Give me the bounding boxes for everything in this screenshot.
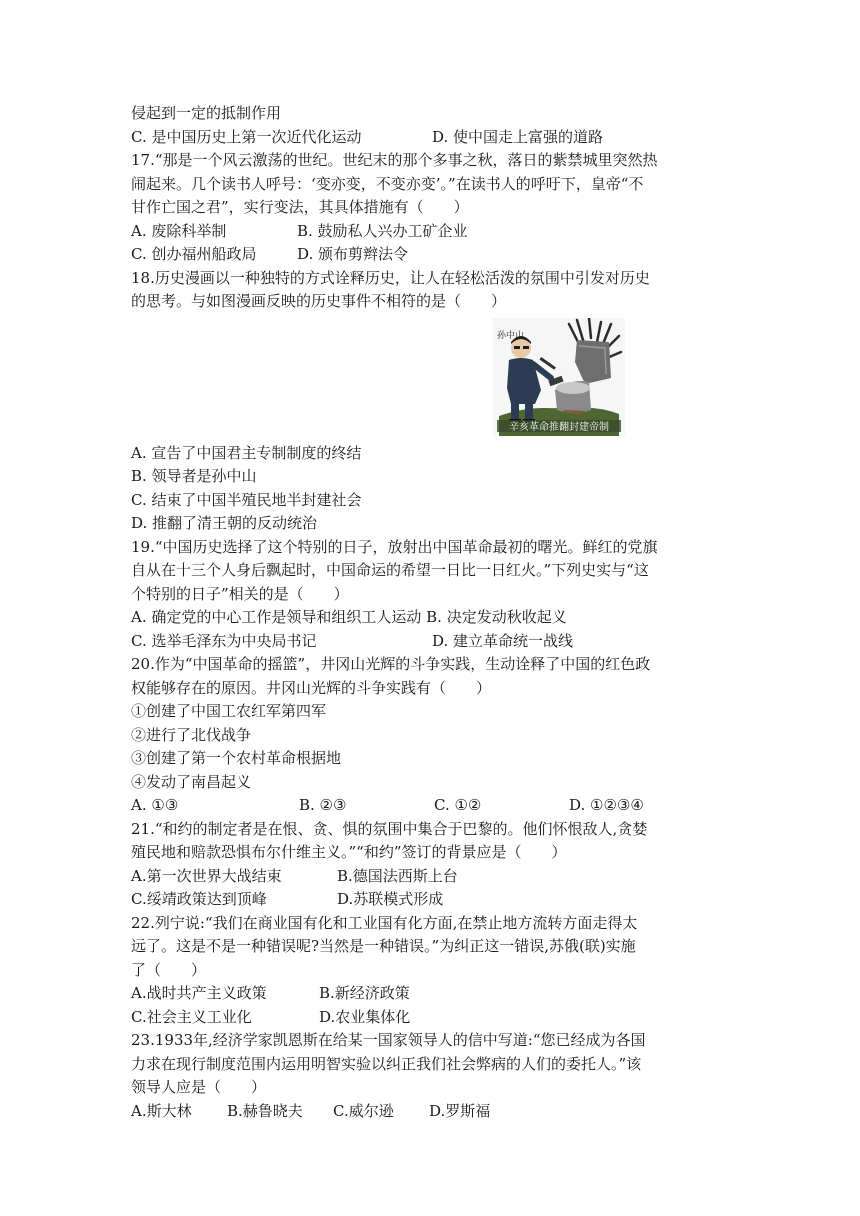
q18-option-d[interactable]: D. 推翻了清王朝的反动统治: [131, 514, 318, 532]
q17-stem-line-3: 甘作亡国之君”，实行变法，其具体措施有（ ）: [131, 198, 469, 216]
q22-option-b[interactable]: B.新经济政策: [319, 984, 410, 1002]
q18-stem-line-2: 的思考。与如图漫画反映的历史事件不相符的是（ ）: [131, 292, 507, 310]
q20-option-a[interactable]: A. ①③: [131, 796, 179, 814]
q20-option-b[interactable]: B. ②③: [299, 796, 347, 814]
q18-option-c[interactable]: C. 结束了中国半殖民地半封建社会: [131, 490, 362, 509]
q18-cartoon-caption: 辛亥革命推翻封建帝制: [509, 421, 609, 433]
q21-option-b[interactable]: B.德国法西斯上台: [337, 866, 458, 885]
q21-stem-line-1: 21.“和约的制定者是在恨、贪、惧的氛围中集合于巴黎的。他们怀恨敌人,贪婪: [131, 819, 648, 838]
q23-options: [131, 1100, 731, 1124]
q16-option-d[interactable]: D. 使中国走上富强的道路: [432, 127, 604, 146]
q18-option-a[interactable]: A. 宣告了中国君主专制制度的终结: [131, 443, 362, 462]
q17-option-d[interactable]: D. 颁布剪辫法令: [297, 245, 409, 263]
q19-option-d[interactable]: D. 建立革命统一战线: [432, 631, 574, 650]
q23-stem-line-2: 力求在现行制度范围内运用明智实验以纠正我们社会弊病的人们的委托人。”该: [131, 1054, 642, 1073]
q22-options-cd: [131, 1006, 731, 1030]
q17-stem-line-1: 17.“那是一个风云激荡的世纪。世纪末的那个多事之秋，落日的紫禁城里突然热: [131, 151, 658, 169]
q17-option-a[interactable]: A. 废除科举制: [131, 221, 227, 240]
q23-stem-line-1: 23.1933年,经济学家凯恩斯在给某一国家领导人的信中写道:“您已经成为各国: [131, 1031, 646, 1049]
q20-stem-line-2: 权能够存在的原因。井冈山光辉的斗争实践有（ ）: [131, 678, 492, 697]
q19-stem-line-1: 19.“中国历史选择了这个特别的日子，放射出中国革命最初的曙光。鲜红的党旗: [131, 537, 658, 556]
q18-cartoon-image: [493, 318, 625, 436]
q17-option-b[interactable]: B. 鼓励私人兴办工矿企业: [297, 221, 468, 240]
q23-option-b[interactable]: B.赫鲁晓夫: [227, 1101, 303, 1120]
q18-option-b[interactable]: B. 领导者是孙中山: [131, 467, 257, 485]
q17-option-c[interactable]: C. 创办福州船政局: [131, 245, 257, 263]
q20-stem-line-1: 20.作为“中国革命的摇篮”，井冈山光辉的斗争实践，生动诠释了中国的红色政: [131, 655, 651, 673]
q22-stem-line-1: 22.列宁说:“我们在商业国有化和工业国有化方面,在禁止地方流转方面走得太: [131, 913, 638, 932]
q21-option-c[interactable]: C.绥靖政策达到顶峰: [131, 890, 267, 908]
q16-stem-tail: 侵起到一定的抵制作用: [131, 104, 282, 122]
q20-item-1: ①创建了中国工农红军第四军: [131, 702, 327, 720]
q22-option-a[interactable]: A.战时共产主义政策: [131, 984, 267, 1002]
q19-option-c[interactable]: C. 选举毛泽东为中央局书记: [131, 631, 317, 650]
q23-option-d[interactable]: D.罗斯福: [429, 1101, 491, 1120]
q23-option-c[interactable]: C.威尔逊: [333, 1101, 394, 1120]
q18-cartoon-figure-label: 孙中山: [497, 330, 525, 341]
q22-stem-line-3: 了（ ）: [131, 960, 207, 979]
q22-option-d[interactable]: D.农业集体化: [319, 1007, 411, 1026]
q21-options-ab: [131, 865, 731, 889]
q16-option-c[interactable]: C. 是中国历史上第一次近代化运动: [131, 127, 362, 146]
q17-stem-line-2: 闹起来。几个读书人呼号：‘变亦变，不变亦变’。”在读书人的呼吁下，皇帝“不: [131, 174, 644, 193]
exam-page: [131, 102, 731, 1123]
q21-option-a[interactable]: A.第一次世界大战结束: [131, 866, 282, 885]
q20-option-c[interactable]: C. ①②: [434, 796, 482, 814]
q20-options: [131, 794, 731, 818]
q17-options-ab: [131, 220, 731, 244]
q20-option-d[interactable]: D. ①②③④: [569, 796, 644, 814]
q22-stem-line-2: 远了。这是不是一种错误呢?当然是一种错误。”为纠正这一错误,苏俄(联)实施: [131, 937, 636, 955]
q19-stem-line-3: 个特别的日子”相关的是（ ）: [131, 584, 349, 603]
q19-options-cd: [131, 630, 731, 654]
q22-options-ab: [131, 982, 731, 1006]
q23-stem-line-3: 领导人应是（ ）: [131, 1078, 267, 1096]
q23-option-a[interactable]: A.斯大林: [131, 1101, 192, 1120]
q16-options-cd: [131, 126, 731, 150]
q20-item-2: ②进行了北伐战争: [131, 725, 252, 744]
q17-options-cd: [131, 243, 731, 267]
q20-item-3: ③创建了第一个农村革命根据地: [131, 749, 342, 767]
q21-stem-line-2: 殖民地和赔款恐惧布尔什维主义。”“和约”签订的背景应是（ ）: [131, 843, 567, 861]
q22-option-c[interactable]: C.社会主义工业化: [131, 1007, 252, 1026]
q19-stem-line-2: 自从在十三个人身后飘起时，中国命运的希望一日比一日红火。”下列史实与“这: [131, 561, 649, 579]
q21-options-cd: [131, 888, 731, 912]
q19-options-ab[interactable]: A. 确定党的中心工作是领导和组织工人运动 B. 决定发动秋收起义: [131, 608, 567, 626]
q18-figure-area: [131, 314, 731, 442]
q18-stem-line-1: 18.历史漫画以一种独特的方式诠释历史，让人在轻松活泼的氛围中引发对历史: [131, 268, 650, 287]
q21-option-d[interactable]: D.苏联模式形成: [337, 890, 444, 908]
q20-item-4: ④发动了南昌起义: [131, 772, 252, 791]
